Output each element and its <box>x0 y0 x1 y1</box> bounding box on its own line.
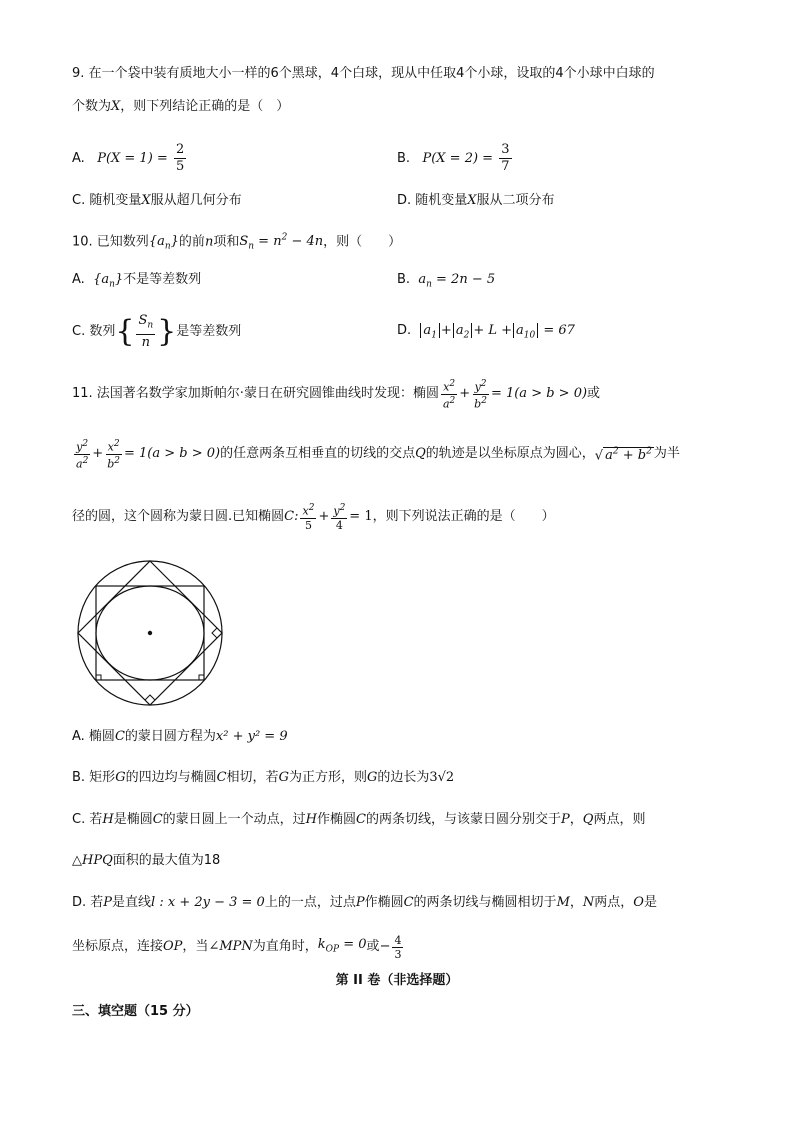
q11-option-c-line1: C. 若H是椭圆C的蒙日圆上一个动点，过H作椭圆C的两条切线，与该蒙日圆分别交于P，Q两点，则 <box>72 812 646 827</box>
monge-circle-figure <box>72 555 228 711</box>
right-angle-mark-bottom <box>145 695 155 700</box>
section-title: 第 II 卷（非选择题） <box>335 973 459 988</box>
right-angle-mark-right-vertex <box>212 628 217 638</box>
part3-heading: 三、填空题（15 分） <box>72 1004 199 1019</box>
q9-option-b: B. P(X = 2) = $\frac{3}{7}$ <box>397 142 510 174</box>
q11-option-b: B. 矩形G的四边均与椭圆C相切，若G为正方形，则G的边长为3√2 <box>72 770 455 785</box>
q9-line2: 个数为X，则下列结论正确的是（ ） <box>72 99 290 114</box>
q11-option-a: A. 椭圆C的蒙日圆方程为x² + y² = 9 <box>72 729 288 744</box>
q11-line3: 径的圆，这个圆称为蒙日圆.已知椭圆 C : $\frac{x^2}{5}$ + $\frac{y^2}{4}$ = 1 ，则下列说法正确的是（ ） <box>72 503 555 532</box>
q10-option-c: C. 数列 { $\frac{S_n}{n}$ } 是等差数列 <box>72 313 242 350</box>
q11-line1: 11. 法国著名数学家加斯帕尔·蒙日在研究圆锥曲线时发现：椭圆 $\frac{x^2}{a^2}$ + $\frac{y^2}{b^2}$ = 1(a > b > 0) 或 <box>72 378 601 411</box>
q11-option-c-line2: △HPQ面积的最大值为18 <box>72 853 221 868</box>
origin-point <box>148 631 152 635</box>
q11-line2: $\frac{y^2}{a^2}$ + $\frac{x^2}{b^2}$ = 1(a > b > 0) 的任意两条互相垂直的切线的交点 Q 的轨迹是以坐标原点为圆心， √ $a^2 + b^2$ 为半 <box>76 438 680 471</box>
q10-option-d: D. $a_1 + a_2 + L + a_{10} = 67$ <box>397 323 575 341</box>
right-angle-mark-left <box>96 675 101 680</box>
q9-option-a: A. P(X = 1) = $\frac{2}{5}$ <box>72 142 185 174</box>
right-angle-mark-right <box>199 675 204 680</box>
q11-option-d-line1: D. 若P是直线l : x + 2y − 3 = 0上的一点，过点P作椭圆C的两条切线与椭圆相切于M，N两点，O是 <box>72 895 657 910</box>
q9-option-c: C. 随机变量X服从超几何分布 <box>72 193 242 208</box>
q11-option-d-line2: 坐标原点，连接 OP ，当 ∠MPN 为直角时， $k_{OP} = 0$ 或 − $\frac{4}{3}$ <box>72 933 402 961</box>
q9-line1: 9. 在一个袋中装有质地大小一样的6个黑球，4个白球，现从中任取4个小球，设取的4个小球中白球的 <box>72 66 655 81</box>
q9-option-d: D. 随机变量X服从二项分布 <box>397 193 555 208</box>
q10-option-b: B. $a_n = 2n - 5$ <box>397 272 496 290</box>
q10-option-a: A. $\{a_n\}$不是等差数列 <box>72 272 202 290</box>
q10-stem: 10. 已知数列$\{a_n\}$的前n项和$S_n = n^2 - 4n$，则（ ） <box>72 233 402 252</box>
